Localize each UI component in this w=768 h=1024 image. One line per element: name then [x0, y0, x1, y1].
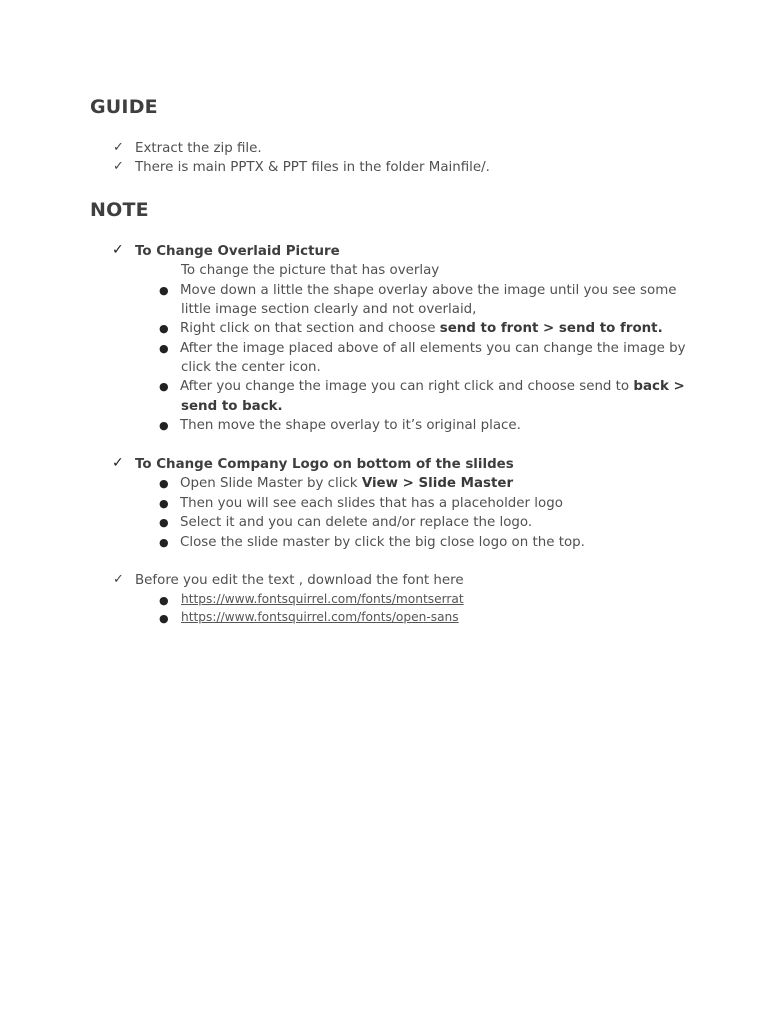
- list-item: [180, 319, 663, 338]
- list-item: After the image placed above of all elements you can change the image by: [180, 341, 686, 356]
- list-item-continued: little image section clearly and not overlaid,: [181, 302, 477, 317]
- bullet-icon: ●: [159, 284, 169, 297]
- list-item-text: Open Slide Master by click: [180, 476, 362, 491]
- bullet-icon: ●: [159, 419, 169, 432]
- bullet-icon: ●: [159, 594, 169, 607]
- guide-heading: GUIDE: [90, 96, 158, 118]
- note-heading: NOTE: [90, 199, 149, 221]
- emphasis-text: send to back.: [181, 399, 283, 414]
- list-item: Select it and you can delete and/or replace the logo.: [180, 515, 533, 530]
- section-title-overlaid-picture: To Change Overlaid Picture: [135, 244, 340, 259]
- list-item: Close the slide master by click the big close logo on the top.: [180, 535, 585, 550]
- guide-item: There is main PPTX & PPT files in the folder Mainfile/.: [135, 160, 490, 175]
- list-item-text: After you change the image you can right click and choose send to: [180, 379, 634, 394]
- bullet-icon: ●: [159, 497, 169, 510]
- list-item-text: Right click on that section and choose: [180, 321, 440, 336]
- link-open-sans[interactable]: https://www.fontsquirrel.com/fonts/open-sans: [181, 610, 459, 624]
- list-item: [180, 377, 685, 396]
- bullet-icon: ●: [159, 380, 169, 393]
- list-item-continued: click the center icon.: [181, 360, 321, 375]
- section-intro: To change the picture that has overlay: [181, 263, 440, 278]
- section-title-font-download: Before you edit the text , download the font here: [135, 573, 464, 588]
- emphasis-text: back >: [633, 379, 685, 394]
- section-title-company-logo: To Change Company Logo on bottom of the slildes: [135, 457, 514, 472]
- check-icon: ✓: [112, 242, 124, 258]
- list-item: Then move the shape overlay to it’s original place.: [180, 418, 521, 433]
- bullet-icon: ●: [159, 342, 169, 355]
- check-icon: ✓: [112, 455, 124, 471]
- list-item: [180, 474, 513, 493]
- emphasis-text: send to front > send to front.: [439, 321, 663, 336]
- bullet-icon: ●: [159, 477, 169, 490]
- bullet-icon: ●: [159, 612, 169, 625]
- list-item: Then you will see each slides that has a placeholder logo: [180, 496, 563, 511]
- bullet-icon: ●: [159, 536, 169, 549]
- emphasis-text: View > Slide Master: [361, 476, 514, 491]
- check-icon: ✓: [113, 572, 124, 587]
- guide-item: Extract the zip file.: [135, 141, 262, 156]
- list-item-continued: [181, 397, 283, 416]
- list-item: Move down a little the shape overlay above the image until you see some: [180, 283, 677, 298]
- check-icon: ✓: [113, 140, 124, 155]
- bullet-icon: ●: [159, 322, 169, 335]
- check-icon: ✓: [113, 159, 124, 174]
- link-montserrat[interactable]: https://www.fontsquirrel.com/fonts/montserrat: [181, 592, 464, 606]
- bullet-icon: ●: [159, 516, 169, 529]
